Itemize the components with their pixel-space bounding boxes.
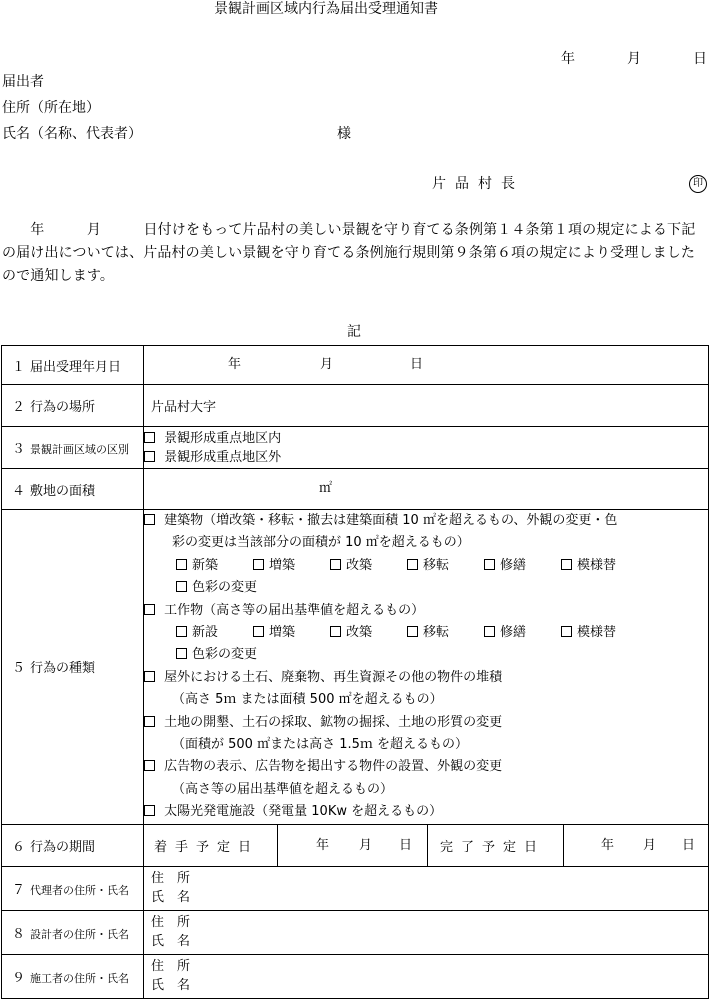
checkbox[interactable] <box>144 604 155 615</box>
row-label: 施工者の住所・氏名 <box>30 971 129 985</box>
row-label: 行為の場所 <box>30 400 96 415</box>
honorific: 様 <box>337 126 351 142</box>
row-receipt-date <box>2 346 709 385</box>
option-label: 土地の開墾、土石の採取、鉱物の掘採、土地の形質の変更 <box>164 714 503 730</box>
checkbox[interactable] <box>407 559 418 570</box>
address-label: 住 所 <box>151 871 191 887</box>
option-label: 屋外における土石、廃棄物、再生資源その他の物件の堆積 <box>164 669 503 685</box>
row-designer <box>2 910 709 954</box>
row-number: ５ <box>12 661 26 677</box>
name-label: 氏 名 <box>151 934 191 950</box>
start-year: 年 <box>316 837 330 853</box>
row-contractor <box>2 954 709 998</box>
notifier-name-label: 氏名（名称、代表者） <box>2 126 142 142</box>
checkbox[interactable] <box>484 559 495 570</box>
option-note: 彩の変更は当該部分の面積が 10 ㎡を超えるもの） <box>172 535 470 551</box>
row-number: ４ <box>12 483 26 499</box>
address-label: 住 所 <box>151 959 191 975</box>
row-number: ８ <box>12 926 26 942</box>
row-site-area <box>2 469 709 510</box>
start-date-label: 着手予定日 <box>144 824 278 866</box>
end-month: 月 <box>643 837 657 853</box>
sub-option-label: 色彩の変更 <box>192 580 258 596</box>
sub-option-label: 移転 <box>423 625 450 641</box>
checkbox[interactable] <box>144 716 155 727</box>
checkbox[interactable] <box>144 805 155 816</box>
option-label: 太陽光発電施設（発電量 10Kw を超えるもの） <box>164 804 443 820</box>
row-period <box>2 824 709 866</box>
checkbox[interactable] <box>561 626 572 637</box>
row-number: ２ <box>12 400 26 415</box>
checkbox[interactable] <box>144 760 155 771</box>
sub-option-label: 改築 <box>346 625 373 641</box>
ki-heading: 記 <box>347 324 361 340</box>
sub-option-label: 増築 <box>269 625 296 641</box>
option-label: 広告物の表示、広告物を掲出する物件の設置、外観の変更 <box>164 759 503 775</box>
sub-option-label: 模様替 <box>577 557 617 573</box>
notifier-address-label: 住所（所在地） <box>2 100 100 116</box>
sub-option-label: 新設 <box>192 625 219 641</box>
checkbox[interactable] <box>176 626 187 637</box>
sub-option-label: 修繕 <box>500 625 527 641</box>
start-month: 月 <box>359 837 373 853</box>
end-day: 日 <box>682 837 696 853</box>
name-label: 氏 名 <box>151 978 191 994</box>
option-label: 工作物（高さ等の届出基準値を超えるもの） <box>164 602 425 618</box>
checkbox[interactable] <box>144 514 155 525</box>
name-label: 氏 名 <box>151 890 191 906</box>
end-year: 年 <box>601 837 615 853</box>
option-note: （面積が 500 ㎡または高さ 1.5ｍ を超えるもの） <box>172 737 469 753</box>
row-action-type <box>2 510 709 825</box>
option-label: 景観形成重点地区内 <box>164 430 282 446</box>
receipt-month: 月 <box>320 357 334 372</box>
checkbox[interactable] <box>484 626 495 637</box>
option-note: （高さ等の届出基準値を超えるもの） <box>172 781 394 797</box>
end-date-label: 完了予定日 <box>428 824 564 866</box>
checkbox[interactable] <box>253 626 264 637</box>
checkbox[interactable] <box>176 559 187 570</box>
checkbox[interactable] <box>144 451 155 462</box>
row-agent <box>2 866 709 910</box>
checkbox[interactable] <box>330 626 341 637</box>
checkbox[interactable] <box>407 626 418 637</box>
notice-body: 年 月 日付けをもって片品村の美しい景観を守り育てる条例第１４条第１項の規定による下記の届け出については、片品村の美しい景観を守り育てる条例施行規則第９条第６項の規定により受理しましたので通知します。 <box>2 222 696 284</box>
option-label: 景観形成重点地区外 <box>164 449 282 465</box>
row-number: １ <box>12 359 26 375</box>
sub-option-label: 移転 <box>423 557 450 573</box>
seal-mark: 印 <box>689 175 707 193</box>
row-label: 設計者の住所・氏名 <box>30 927 129 941</box>
row-number: ６ <box>12 839 26 855</box>
checkbox[interactable] <box>253 559 264 570</box>
sub-option-label: 色彩の変更 <box>192 647 258 663</box>
receipt-year: 年 <box>228 357 242 372</box>
checkbox[interactable] <box>144 432 155 443</box>
date-year: 年 <box>561 51 575 67</box>
row-label: 行為の種類 <box>30 661 96 677</box>
row-number: ７ <box>12 882 26 898</box>
row-location <box>2 385 709 427</box>
row-plan-area <box>2 427 709 469</box>
sub-option-label: 改築 <box>346 557 373 573</box>
checkbox[interactable] <box>144 671 155 682</box>
location-value[interactable]: 片品村大字 <box>144 385 709 427</box>
checkbox[interactable] <box>176 581 187 592</box>
row-label: 景観計画区域の区別 <box>30 443 129 456</box>
row-label: 行為の期間 <box>30 839 96 855</box>
issuer-name: 片品村長 <box>432 176 524 192</box>
checkbox[interactable] <box>330 559 341 570</box>
start-day: 日 <box>399 837 413 853</box>
date-month: 月 <box>627 51 641 67</box>
checkbox[interactable] <box>561 559 572 570</box>
row-label: 敷地の面積 <box>30 483 96 499</box>
address-label: 住 所 <box>151 915 191 931</box>
option-label: 建築物（増改築・移転・撤去は建築面積 10 ㎡を超えるもの、外観の変更・色 <box>164 513 618 528</box>
document-title: 景観計画区域内行為届出受理通知書 <box>214 1 438 17</box>
notifier-heading: 届出者 <box>2 74 44 90</box>
row-number: ９ <box>12 970 26 986</box>
notice-table <box>1 345 709 999</box>
option-note: （高さ 5ｍ または面積 500 ㎡を超えるもの） <box>172 692 443 708</box>
row-label: 届出受理年月日 <box>30 359 122 375</box>
sub-option-label: 修繕 <box>500 557 527 573</box>
checkbox[interactable] <box>176 648 187 659</box>
date-day: 日 <box>693 51 707 67</box>
sub-option-label: 増築 <box>269 557 296 573</box>
sub-option-label: 模様替 <box>577 625 617 641</box>
area-unit: ㎡ <box>319 481 333 496</box>
receipt-day: 日 <box>410 357 424 372</box>
sub-option-label: 新築 <box>192 557 219 573</box>
row-number: ３ <box>12 442 26 457</box>
row-label: 代理者の住所・氏名 <box>30 883 129 897</box>
